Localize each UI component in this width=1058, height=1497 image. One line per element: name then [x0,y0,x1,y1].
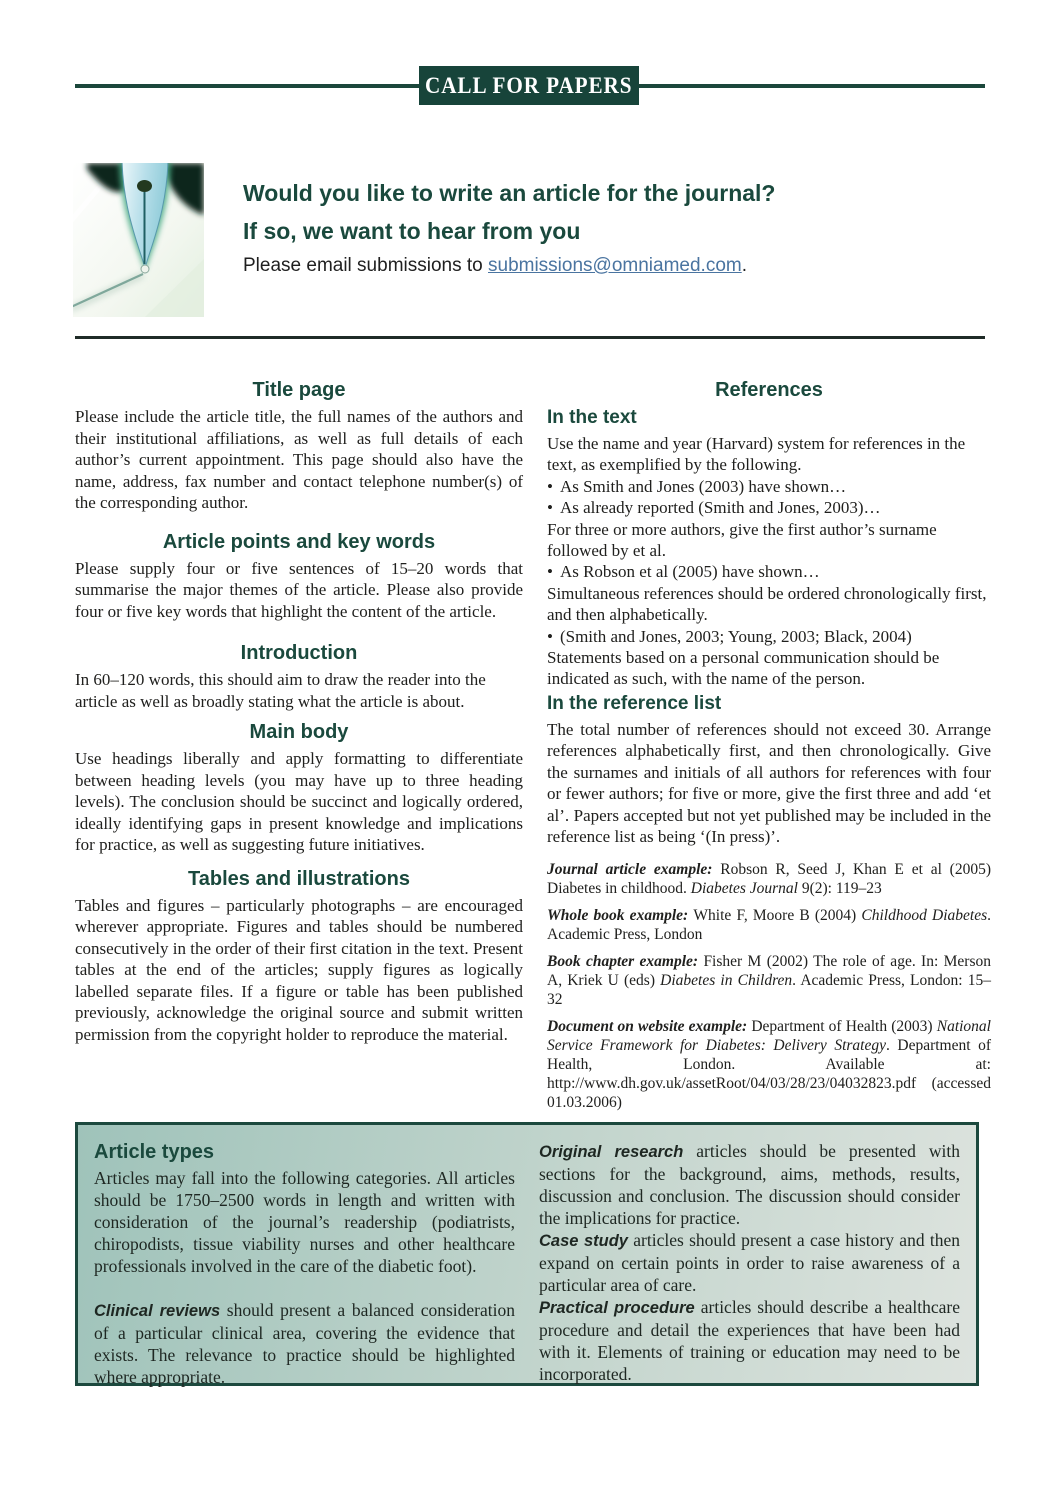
section-heading-article-points: Article points and key words [162,530,436,553]
article-types-left-column [94,1140,515,1387]
email-link[interactable]: submissions@omniamed.com [488,255,742,276]
paragraph-title-page: Please include the article title, the full names of the authors and their institutional affiliations, as well as full details of each author’s current appointment. This page should also have the name, address, fax number and contact telephone number(s) of the corresponding author. [75,407,523,512]
article-type-original-research: Original research articles should be presented with sections for the background, aims, methods, results, discussion and conclusion. The discussion should consider the implications for practice. [539,1141,960,1228]
email-prefix: Please email submissions to [243,255,488,276]
reference-example-journal-article: Journal article example: Robson R, Seed J, Khan E et al (2005) Diabetes in childhood. Diabetes Journal 9(2): 119–23 [547,860,992,897]
bullet-item [547,497,991,518]
section-heading-title-page: Title page [252,379,346,401]
bullet-text: As Smith and Jones (2003) have shown… [559,476,847,496]
pen-nib-image [73,163,204,317]
bullet-text: As Robson et al (2005) have shown… [559,562,820,582]
email-suffix: . [741,255,747,276]
article-types-right-column [539,1140,960,1384]
subheading-in-the-reference-list: In the reference list [547,692,722,714]
section-heading-main-body: Main body [249,721,349,743]
in-text-line: Statements based on a personal communication should be indicated as such, with the name of the person. [547,648,940,689]
bullet-text: As already reported (Smith and Jones, 2003)… [559,498,881,518]
in-text-line: Use the name and year (Harvard) system for references in the text, as exemplified by the following. [547,434,966,475]
bullet-item [547,561,991,582]
section-title-page [75,377,523,514]
reference-example-website-document: Document on website example: Department of Health (2003) National Service Framework for Diabetes: Delivery Strategy. Department of Health, London. Available at: http://www.dh.gov.uk/assetRoot/04/03/28/23/04032823.pdf (accessed 01.03.2006) [547,1017,991,1111]
section-article-points [75,529,523,623]
section-tables-illustrations [75,866,523,1046]
reference-example-whole-book: Whole book example: White F, Moore B (2004) Childhood Diabetes. Academic Press, London [547,906,991,943]
middle-divider [75,336,985,339]
in-text-line: For three or more authors, give the first author’s surname followed by et al. [547,519,937,561]
bullet-glyph: • [547,626,553,646]
article-type-clinical-reviews: Clinical reviews should present a balanced consideration of a particular clinical area, covering the evidence that exists. The relevance to practice should be highlighted where appropriate. [94,1300,515,1387]
section-main-body [75,719,523,856]
intro-heading-line1: Would you like to write an article for the journal? [243,180,776,206]
article-types-intro: Articles may fall into the following categories. All articles should be 1750–2500 words in length and written with consideration of the journal’s readership (podiatrists, chiropodists, tissue viability nurses and other healthcare professionals involved in the care of the diabetic foot). [94,1168,515,1276]
paragraph-reference-list: The total number of references should not exceed 30. Arrange references alphabetically first, and then chronologically. Give the surnames and initials of all authors for references with four or fewer authors; for five or more, give the first three and add ‘et al’. Papers accepted but not yet published may be included in the reference list as being ‘(In press)’. [547,719,991,847]
bullet-glyph: • [547,476,553,496]
intro-heading [243,174,775,250]
subheading-in-the-text: In the text [547,407,637,428]
email-line [243,255,747,277]
in-text-line: Simultaneous references should be ordered chronologically first, and then alphabetically. [547,583,987,625]
bullet-item [547,476,991,497]
bullet-glyph: • [547,498,553,518]
intro-heading-line2: If so, we want to hear from you [243,218,581,244]
bullet-item [547,626,991,647]
reference-example-book-chapter: Book chapter example: Fisher M (2002) The role of age. In: Merson A, Kriek U (eds) Diabetes in Children. Academic Press, London: 15–32 [547,952,991,1008]
left-column [75,377,523,1045]
section-heading-references: References [715,379,823,401]
call-for-papers-banner [419,66,639,105]
bullet-glyph: • [547,562,553,582]
section-heading-tables-illustrations: Tables and illustrations [188,867,410,890]
section-heading-introduction: Introduction [240,642,358,664]
paragraph-article-points: Please supply four or five sentences of 15–20 words that summarise the major themes of the article. Please also provide four or five key words that highlight the content of the article. [75,558,523,621]
bullet-text: (Smith and Jones, 2003; Young, 2003; Black, 2004) [559,626,912,646]
paragraph-introduction: In 60–120 words, this should aim to draw the reader into the article as well as broadly stating what the article is about. [75,670,486,711]
article-type-practical-procedure: Practical procedure articles should describe a healthcare procedure and detail the experiences that have been had with it. Elements of training or education may need to be incorporated. [539,1297,960,1384]
article-type-case-study: Case study articles should present a case history and then expand on certain points in order to raise awareness of a particular area of care. [539,1230,960,1295]
section-introduction [75,640,523,712]
article-types-heading: Article types [94,1141,215,1163]
call-for-papers-label: CALL FOR PAPERS [425,72,633,98]
right-column [547,377,991,1112]
paragraph-main-body: Use headings liberally and apply formatting to differentiate between heading levels (you may have up to three heading levels). The conclusion should be succinct and logically ordered, ideally identifying gaps in present knowledge and implications for practice, as well as suggesting future initiatives. [75,749,523,854]
paragraph-tables-illustrations: Tables and figures – particularly photographs – are encouraged wherever appropriate. Figures and tables should be numbered consecutively in the order of their first citation in the text. Present tables at the end of the articles; supply figures as logically labelled separate files. If a figure or table has been published previously, acknowledge the original source and submit written permission from the copyright holder to reproduce the material. [75,895,523,1044]
article-types-box [75,1122,979,1386]
